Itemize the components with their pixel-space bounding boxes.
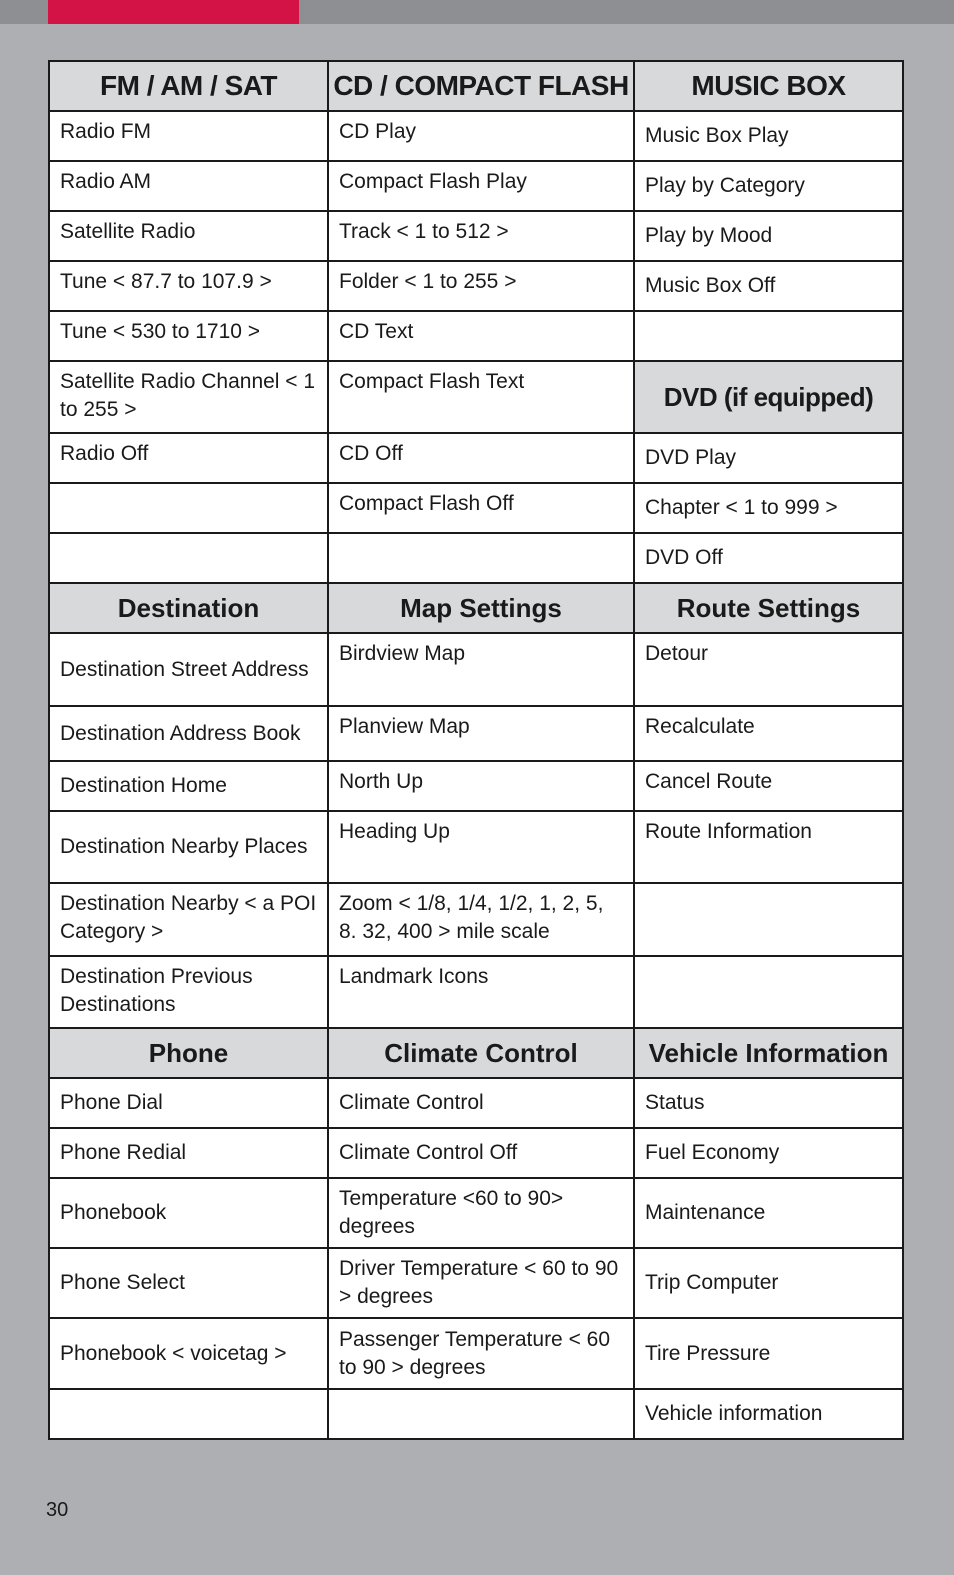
table-cell: CD Text xyxy=(328,311,634,361)
table-cell xyxy=(634,883,903,956)
table-cell: Zoom < 1/8, 1/4, 1/2, 1, 2, 5, 8. 32, 400 > mile scale xyxy=(328,883,634,956)
table-cell xyxy=(328,1389,634,1439)
table-cell: Play by Category xyxy=(634,161,903,211)
table-cell: Satellite Radio Channel < 1 to 255 > xyxy=(49,361,328,433)
table-cell: Destination Nearby Places xyxy=(49,811,328,883)
table-cell xyxy=(49,483,328,533)
header-vehicle-information: Vehicle Information xyxy=(634,1028,903,1078)
table-row xyxy=(49,483,903,533)
table-cell: Climate Control Off xyxy=(328,1128,634,1178)
section-header-row xyxy=(49,1028,903,1078)
table-row xyxy=(49,111,903,161)
table-cell: Status xyxy=(634,1078,903,1128)
table-row xyxy=(49,706,903,761)
table-cell: Heading Up xyxy=(328,811,634,883)
table-row xyxy=(49,1389,903,1439)
table-row xyxy=(49,811,903,883)
header-climate-control: Climate Control xyxy=(328,1028,634,1078)
table-cell: Compact Flash Text xyxy=(328,361,634,433)
table-cell: Phone Select xyxy=(49,1248,328,1318)
table-cell: Phonebook xyxy=(49,1178,328,1248)
section-header-row xyxy=(49,583,903,633)
table-cell: Cancel Route xyxy=(634,761,903,811)
table-cell: Compact Flash Off xyxy=(328,483,634,533)
table-cell xyxy=(49,1389,328,1439)
section-header-row xyxy=(49,61,903,111)
table-cell: Tune < 530 to 1710 > xyxy=(49,311,328,361)
table-cell: Destination Nearby < a POI Category > xyxy=(49,883,328,956)
header-destination: Destination xyxy=(49,583,328,633)
table-cell: Detour xyxy=(634,633,903,706)
table-row xyxy=(49,261,903,311)
table-cell: Phone Dial xyxy=(49,1078,328,1128)
header-fm-am-sat: FM / AM / SAT xyxy=(49,61,328,111)
table-row xyxy=(49,1318,903,1389)
table-row xyxy=(49,161,903,211)
header-route-settings: Route Settings xyxy=(634,583,903,633)
table-cell xyxy=(328,533,634,583)
table-cell xyxy=(634,956,903,1028)
table-cell: Tune < 87.7 to 107.9 > xyxy=(49,261,328,311)
table-row xyxy=(49,211,903,261)
table-cell: Radio FM xyxy=(49,111,328,161)
table-cell: Music Box Play xyxy=(634,111,903,161)
header-map-settings: Map Settings xyxy=(328,583,634,633)
page-number: 30 xyxy=(46,1499,69,1521)
table-cell xyxy=(634,311,903,361)
table-cell: Temperature <60 to 90> degrees xyxy=(328,1178,634,1248)
table-cell: Route Information xyxy=(634,811,903,883)
table-row xyxy=(49,1078,903,1128)
table-cell: Chapter < 1 to 999 > xyxy=(634,483,903,533)
table-cell: Vehicle information xyxy=(634,1389,903,1439)
table-cell: Driver Temperature < 60 to 90 > degrees xyxy=(328,1248,634,1318)
table-cell: Passenger Temperature < 60 to 90 > degrees xyxy=(328,1318,634,1389)
table-cell xyxy=(49,533,328,583)
table-cell: DVD Off xyxy=(634,533,903,583)
table-cell: Radio AM xyxy=(49,161,328,211)
table-cell: Fuel Economy xyxy=(634,1128,903,1178)
table-row xyxy=(49,956,903,1028)
table-cell: Phone Redial xyxy=(49,1128,328,1178)
table-row xyxy=(49,633,903,706)
table-cell: Radio Off xyxy=(49,433,328,483)
table-cell: Climate Control xyxy=(328,1078,634,1128)
table-cell: Trip Computer xyxy=(634,1248,903,1318)
table-row xyxy=(49,1248,903,1318)
table-cell: Track < 1 to 512 > xyxy=(328,211,634,261)
table-cell: Destination Street Address xyxy=(49,633,328,706)
table-row xyxy=(49,433,903,483)
table-cell: DVD Play xyxy=(634,433,903,483)
table-cell: Planview Map xyxy=(328,706,634,761)
table-cell: Folder < 1 to 255 > xyxy=(328,261,634,311)
table-row xyxy=(49,361,903,433)
table-cell: Satellite Radio xyxy=(49,211,328,261)
table-cell: Birdview Map xyxy=(328,633,634,706)
table-row xyxy=(49,883,903,956)
table-cell: Play by Mood xyxy=(634,211,903,261)
table-cell: Landmark Icons xyxy=(328,956,634,1028)
accent-tab xyxy=(48,0,299,24)
table-cell: Recalculate xyxy=(634,706,903,761)
table-cell: Destination Address Book xyxy=(49,706,328,761)
table-cell: Maintenance xyxy=(634,1178,903,1248)
table-cell: Phonebook < voicetag > xyxy=(49,1318,328,1389)
table-row xyxy=(49,311,903,361)
table-cell: Destination Home xyxy=(49,761,328,811)
table-cell: Music Box Off xyxy=(634,261,903,311)
table-cell: Destination Previous Destinations xyxy=(49,956,328,1028)
table-row xyxy=(49,1178,903,1248)
header-phone: Phone xyxy=(49,1028,328,1078)
header-music-box: MUSIC BOX xyxy=(634,61,903,111)
table-row xyxy=(49,761,903,811)
table-row xyxy=(49,1128,903,1178)
table-row xyxy=(49,533,903,583)
voice-command-table xyxy=(48,60,904,1440)
table-cell: Compact Flash Play xyxy=(328,161,634,211)
table-cell: North Up xyxy=(328,761,634,811)
table-cell: CD Off xyxy=(328,433,634,483)
header-cd-compact-flash: CD / COMPACT FLASH xyxy=(328,61,634,111)
header-dvd: DVD (if equipped) xyxy=(634,361,903,433)
table-cell: Tire Pressure xyxy=(634,1318,903,1389)
table-cell: CD Play xyxy=(328,111,634,161)
